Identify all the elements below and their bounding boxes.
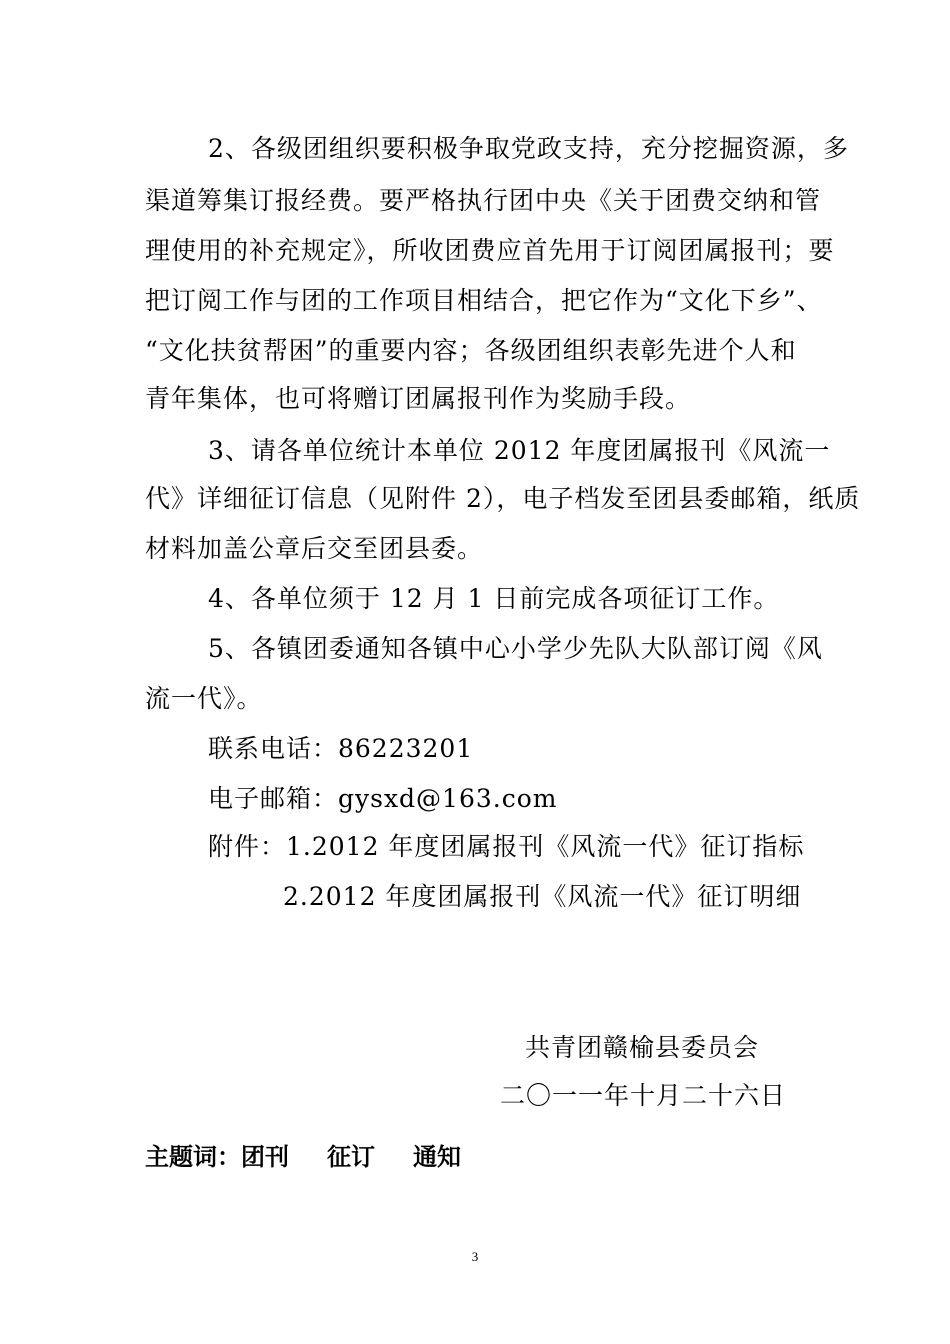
paragraph-3-line-1: 3、请各单位统计本单位 2012 年度团属报刊《风流一 <box>208 436 831 465</box>
paragraph-2-line-2: 渠道筹集订报经费。要严格执行团中央《关于团费交纳和管 <box>145 186 822 215</box>
contact-phone: 联系电话：86223201 <box>208 734 474 763</box>
attachment-1: 附件：1.2012 年度团属报刊《风流一代》征订指标 <box>208 832 805 861</box>
paragraph-2-line-5: “文化扶贫帮困”的重要内容；各级团组织表彰先进个人和 <box>145 336 797 365</box>
contact-email: 电子邮箱：gysxd@163.com <box>208 784 558 813</box>
paragraph-2-line-6: 青年集体，也可将赠订团属报刊作为奖励手段。 <box>145 384 692 413</box>
paragraph-2-line-3: 理使用的补充规定》，所收团费应首先用于订阅团属报刊；要 <box>145 236 835 265</box>
keyword-label: 主题词：团刊 <box>145 1143 289 1171</box>
subject-keywords <box>145 1142 461 1172</box>
paragraph-5-line-2: 流一代》。 <box>145 684 263 713</box>
keyword-2: 征订 <box>327 1143 375 1171</box>
paragraph-2-line-1: 2、各级团组织要积极争取党政支持，充分挖掘资源，多 <box>208 134 849 163</box>
paragraph-3-line-2: 代》详细征订信息（见附件 2），电子档发至团县委邮箱，纸质 <box>145 484 861 513</box>
keyword-3: 通知 <box>413 1143 461 1171</box>
signature-date: 二〇一一年十月二十六日 <box>500 1081 787 1110</box>
attachment-2: 2.2012 年度团属报刊《风流一代》征订明细 <box>283 882 802 911</box>
page-number: 3 <box>471 1249 479 1264</box>
paragraph-2-line-4: 把订阅工作与团的工作项目相结合，把它作为“文化下乡”、 <box>145 286 823 315</box>
signature-organization: 共青团赣榆县委员会 <box>525 1033 760 1062</box>
paragraph-5-line-1: 5、各镇团委通知各镇中心小学少先队大队部订阅《风 <box>208 634 823 663</box>
paragraph-3-line-3: 材料加盖公章后交至团县委。 <box>145 534 484 563</box>
paragraph-4-line-1: 4、各单位须于 12 月 1 日前完成各项征订工作。 <box>208 584 780 613</box>
